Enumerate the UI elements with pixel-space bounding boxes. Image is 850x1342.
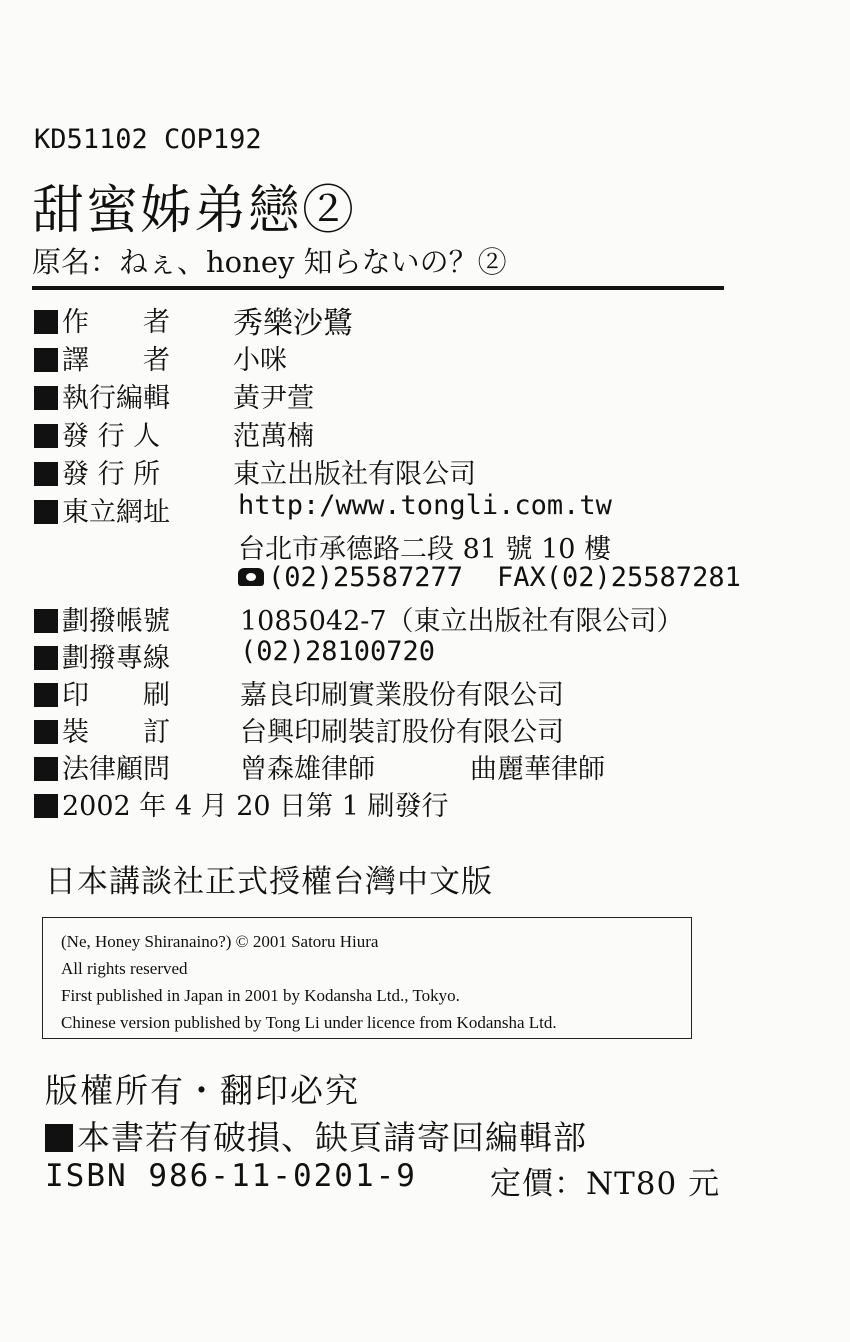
credit-value-printing: 嘉良印刷實業股份有限公司: [240, 680, 564, 711]
credit-label-postal-account: 劃撥帳號: [34, 599, 170, 638]
credit-label-author: 作 者: [34, 300, 170, 339]
credit-label-editor: 執行編輯: [34, 376, 170, 415]
credit-value-postal-account: 1085042-7（東立出版社有限公司）: [240, 606, 684, 637]
original-title: 原名：ねぇ、honey 知らないの？②: [32, 245, 507, 279]
divider: [32, 286, 724, 290]
credit-value-translator: 小咪: [233, 345, 287, 376]
credit-value-legal-2: 曲麗華律師: [470, 754, 605, 785]
price: 定價：NT80 元: [490, 1166, 721, 1202]
copyright-line: Chinese version published by Tong Li under licence from Kodansha Ltd.: [61, 1013, 557, 1032]
print-date: 2002 年 4 月 20 日第 1 刷發行: [34, 784, 449, 823]
credit-label-publishing-house: 發 行 所: [34, 452, 160, 491]
phone: (02)25587277: [238, 562, 463, 593]
authorization-notice: 日本講談社正式授權台灣中文版: [45, 864, 493, 900]
copyright-line: (Ne, Honey Shiranaino?) © 2001 Satoru Hiura: [61, 932, 379, 951]
credit-value-publisher: 范萬楠: [233, 421, 314, 452]
bullet-square-icon: [34, 720, 58, 744]
credit-value-postal-line: (02)28100720: [240, 636, 436, 667]
book-title: 甜蜜姊弟戀②: [32, 181, 357, 241]
credit-value-author: 秀樂沙鷺: [233, 306, 353, 341]
bullet-square-icon: [34, 683, 58, 707]
credit-value-binding: 台興印刷裝訂股份有限公司: [240, 717, 564, 748]
product-code: KD51102 COP192: [34, 124, 262, 155]
bullet-square-icon: [34, 609, 58, 633]
bullet-square-icon: [34, 386, 58, 410]
credit-value-website: http:/www.tongli.com.tw: [238, 490, 612, 521]
credit-label-publisher: 發 行 人: [34, 414, 160, 453]
credit-label-printing: 印 刷: [34, 673, 170, 712]
bullet-square-icon: [34, 500, 58, 524]
isbn: ISBN 986-11-0201-9: [45, 1158, 417, 1194]
bullet-square-icon: [34, 646, 58, 670]
credit-value-legal-1: 曾森雄律師: [240, 754, 375, 785]
copyright-line: All rights reserved: [61, 959, 188, 978]
bullet-square-icon: [34, 794, 58, 818]
bullet-square-icon: [34, 348, 58, 372]
bullet-square-icon: [34, 757, 58, 781]
credit-value-editor: 黃尹萱: [233, 383, 314, 414]
bullet-square-icon: [34, 424, 58, 448]
copyright-line: First published in Japan in 2001 by Kodansha Ltd., Tokyo.: [61, 986, 460, 1005]
credit-label-translator: 譯 者: [34, 338, 170, 377]
credit-label-postal-line: 劃撥專線: [34, 636, 170, 675]
credit-label-legal: 法律顧問: [34, 747, 170, 786]
bullet-square-icon: [34, 310, 58, 334]
credit-value-publishing-house: 東立出版社有限公司: [233, 459, 476, 490]
address: 台北市承德路二段 81 號 10 樓: [238, 534, 612, 565]
damage-notice: 本書若有破損、缺頁請寄回編輯部: [45, 1112, 587, 1159]
credit-label-binding: 裝 訂: [34, 710, 170, 749]
telephone-icon: [238, 568, 264, 586]
fax: FAX(02)25587281: [497, 562, 741, 593]
bullet-square-icon: [34, 462, 58, 486]
copyright-box: [42, 917, 692, 1039]
bullet-square-icon: [45, 1124, 73, 1152]
credit-label-website: 東立網址: [34, 490, 170, 529]
rights-notice: 版權所有・翻印必究: [45, 1071, 360, 1110]
